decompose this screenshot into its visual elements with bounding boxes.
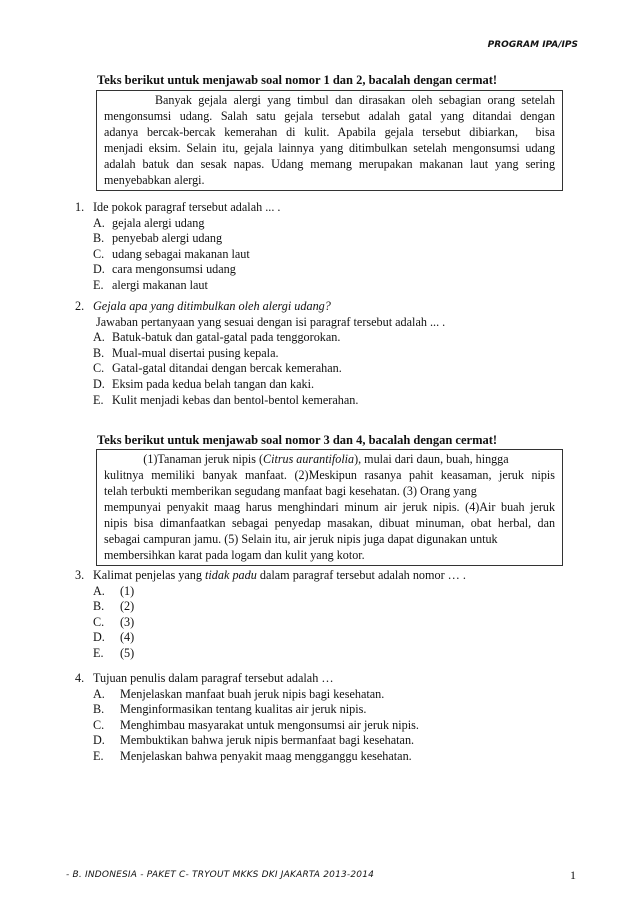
option-d[interactable] — [75, 377, 445, 393]
option-b[interactable] — [75, 599, 466, 615]
page-footer: - B. INDONESIA - PAKET C- TRYOUT MKKS DKI JAKARTA 2013-2014 — [66, 870, 375, 880]
option-a[interactable] — [75, 330, 445, 346]
option-c[interactable] — [75, 247, 280, 263]
question-number: 1. — [75, 200, 85, 214]
option-text: Menghimbau masyarakat untuk mengonsumsi air jeruk nipis. — [120, 717, 419, 732]
option-a[interactable] — [75, 584, 466, 600]
option-label: A. — [93, 583, 105, 598]
option-text: (3) — [120, 614, 135, 629]
question-3 — [75, 568, 466, 662]
option-text: cara mengonsumsi udang — [112, 262, 236, 277]
question-1 — [75, 200, 280, 294]
option-label: C. — [93, 361, 105, 376]
passage-2-box — [96, 449, 563, 566]
option-text: (4) — [120, 630, 135, 645]
option-text: udang sebagai makanan laut — [112, 246, 250, 261]
option-label: E. — [93, 392, 104, 407]
option-label: B. — [93, 231, 105, 246]
passage-2-title: Teks berikut untuk menjawab soal nomor 3 dan 4, bacalah dengan cermat! — [97, 433, 498, 447]
passage-1-line: menjadi eksim. Selain itu, gejala lainnya yang ditimbulkan setelah mengonsumsi udang — [104, 141, 555, 155]
option-text: Membuktikan bahwa jeruk nipis bermanfaat bagi kesehatan. — [120, 733, 415, 748]
passage-2-line: kulitnya memiliki banyak manfaat. (2)Meskipun rasanya pahit keasaman, jeruk nipis — [104, 468, 555, 482]
question-subtext: Jawaban pertanyaan yang sesuai dengan isi paragraf tersebut adalah ... . — [96, 314, 446, 329]
question-text: Ide pokok paragraf tersebut adalah ... . — [93, 200, 281, 214]
passage-1-line: Banyak gejala alergi yang timbul dan dirasakan oleh sebagian orang setelah — [104, 93, 555, 107]
question-number: 2. — [75, 299, 85, 313]
passage-1-line: menyebabkan alergi. — [104, 173, 205, 187]
option-label: E. — [93, 277, 104, 292]
passage-2-line: nipis bisa dimanfaatkan sebagai penyedap masakan, dibuat minuman, obat herbal, dan — [104, 516, 555, 530]
option-c[interactable] — [75, 361, 445, 377]
question-4 — [75, 671, 419, 765]
question-number: 4. — [75, 671, 85, 685]
option-label: D. — [93, 376, 105, 391]
scientific-name: Citrus aurantifolia — [263, 452, 355, 466]
option-d[interactable] — [75, 262, 280, 278]
question-number: 3. — [75, 568, 85, 582]
option-c[interactable] — [75, 718, 419, 734]
option-d[interactable] — [75, 630, 466, 646]
option-label: B. — [93, 345, 105, 360]
question-emphasis: tidak padu — [205, 568, 257, 582]
option-label: D. — [93, 630, 105, 645]
option-label: B. — [93, 599, 105, 614]
passage-2-line: telah terbukti memberikan segudang manfaat bagi kesehatan. (3) Orang yang — [104, 484, 477, 498]
option-text: penyebab alergi udang — [112, 231, 223, 246]
option-label: A. — [93, 215, 105, 230]
passage-2-text: (1)Tanaman jeruk nipis ( — [104, 452, 264, 466]
option-e[interactable] — [75, 646, 466, 662]
option-label: E. — [93, 748, 104, 763]
option-c[interactable] — [75, 615, 466, 631]
option-a[interactable] — [75, 216, 280, 232]
option-text: gejala alergi udang — [112, 215, 205, 230]
passage-1-line: adanya bercak-bercak kemerahan di kulit. Apabila gejala tersebut dibiarkan, bisa — [104, 125, 555, 139]
question-text: Tujuan penulis dalam paragraf tersebut adalah … — [93, 671, 334, 685]
option-label: B. — [93, 702, 105, 717]
passage-1-line: mengonsumsi udang. Salah satu gejala tersebut adalah gatal yang ditandai dengan — [104, 109, 555, 123]
option-label: C. — [93, 246, 105, 261]
passage-1-box — [96, 90, 563, 191]
option-text: alergi makanan laut — [112, 277, 208, 292]
passage-2-line: sebagai campuran jamu. (5) Selain itu, air jeruk nipis juga dapat digunakan untuk — [104, 532, 498, 546]
option-label: D. — [93, 262, 105, 277]
passage-2-line: membersihkan karat pada logam dan kulit yang kotor. — [104, 548, 365, 562]
passage-2-text: ), mulai dari daun, buah, hingga — [354, 452, 509, 466]
question-text: Gejala apa yang ditimbulkan oleh alergi udang? — [93, 299, 331, 313]
passage-2-line: mempunyai penyakit maag harus menghindari minum air jeruk nipis. (4)Air buah jeruk — [104, 500, 555, 514]
option-text: Gatal-gatal ditandai dengan bercak kemerahan. — [112, 361, 342, 376]
option-label: A. — [93, 330, 105, 345]
option-text: (2) — [120, 599, 135, 614]
passage-1-title: Teks berikut untuk menjawab soal nomor 1 dan 2, bacalah dengan cermat! — [97, 73, 498, 87]
question-text — [93, 568, 466, 584]
option-text: (5) — [120, 645, 135, 660]
option-text: Kulit menjadi kebas dan bentol-bentol kemerahan. — [112, 392, 359, 407]
option-e[interactable] — [75, 749, 419, 765]
question-text-part: Kalimat penjelas yang — [93, 568, 206, 582]
option-b[interactable] — [75, 231, 280, 247]
page-number: 1 — [570, 868, 576, 882]
option-text: Menjelaskan manfaat buah jeruk nipis bagi kesehatan. — [120, 686, 385, 701]
option-d[interactable] — [75, 733, 419, 749]
option-b[interactable] — [75, 346, 445, 362]
option-label: C. — [93, 614, 105, 629]
option-b[interactable] — [75, 702, 419, 718]
option-text: Batuk-batuk dan gatal-gatal pada tenggorokan. — [112, 330, 341, 345]
option-text: Menginformasikan tentang kualitas air jeruk nipis. — [120, 702, 367, 717]
program-header: PROGRAM IPA/IPS — [487, 40, 578, 50]
option-label: D. — [93, 733, 105, 748]
option-text: (1) — [120, 583, 135, 598]
option-e[interactable] — [75, 393, 445, 409]
passage-1-line: adalah batuk dan sesak napas. Udang memang merupakan makanan laut yang sering — [104, 157, 555, 171]
option-label: E. — [93, 645, 104, 660]
question-2 — [75, 299, 445, 408]
option-text: Mual-mual disertai pusing kepala. — [112, 345, 279, 360]
option-a[interactable] — [75, 687, 419, 703]
question-text-part: dalam paragraf tersebut adalah nomor … . — [256, 568, 466, 582]
option-text: Eksim pada kedua belah tangan dan kaki. — [112, 376, 315, 391]
option-text: Menjelaskan bahwa penyakit maag mengganggu kesehatan. — [120, 748, 412, 763]
option-e[interactable] — [75, 278, 280, 294]
option-label: C. — [93, 717, 105, 732]
passage-2-line — [104, 451, 555, 467]
option-label: A. — [93, 686, 105, 701]
